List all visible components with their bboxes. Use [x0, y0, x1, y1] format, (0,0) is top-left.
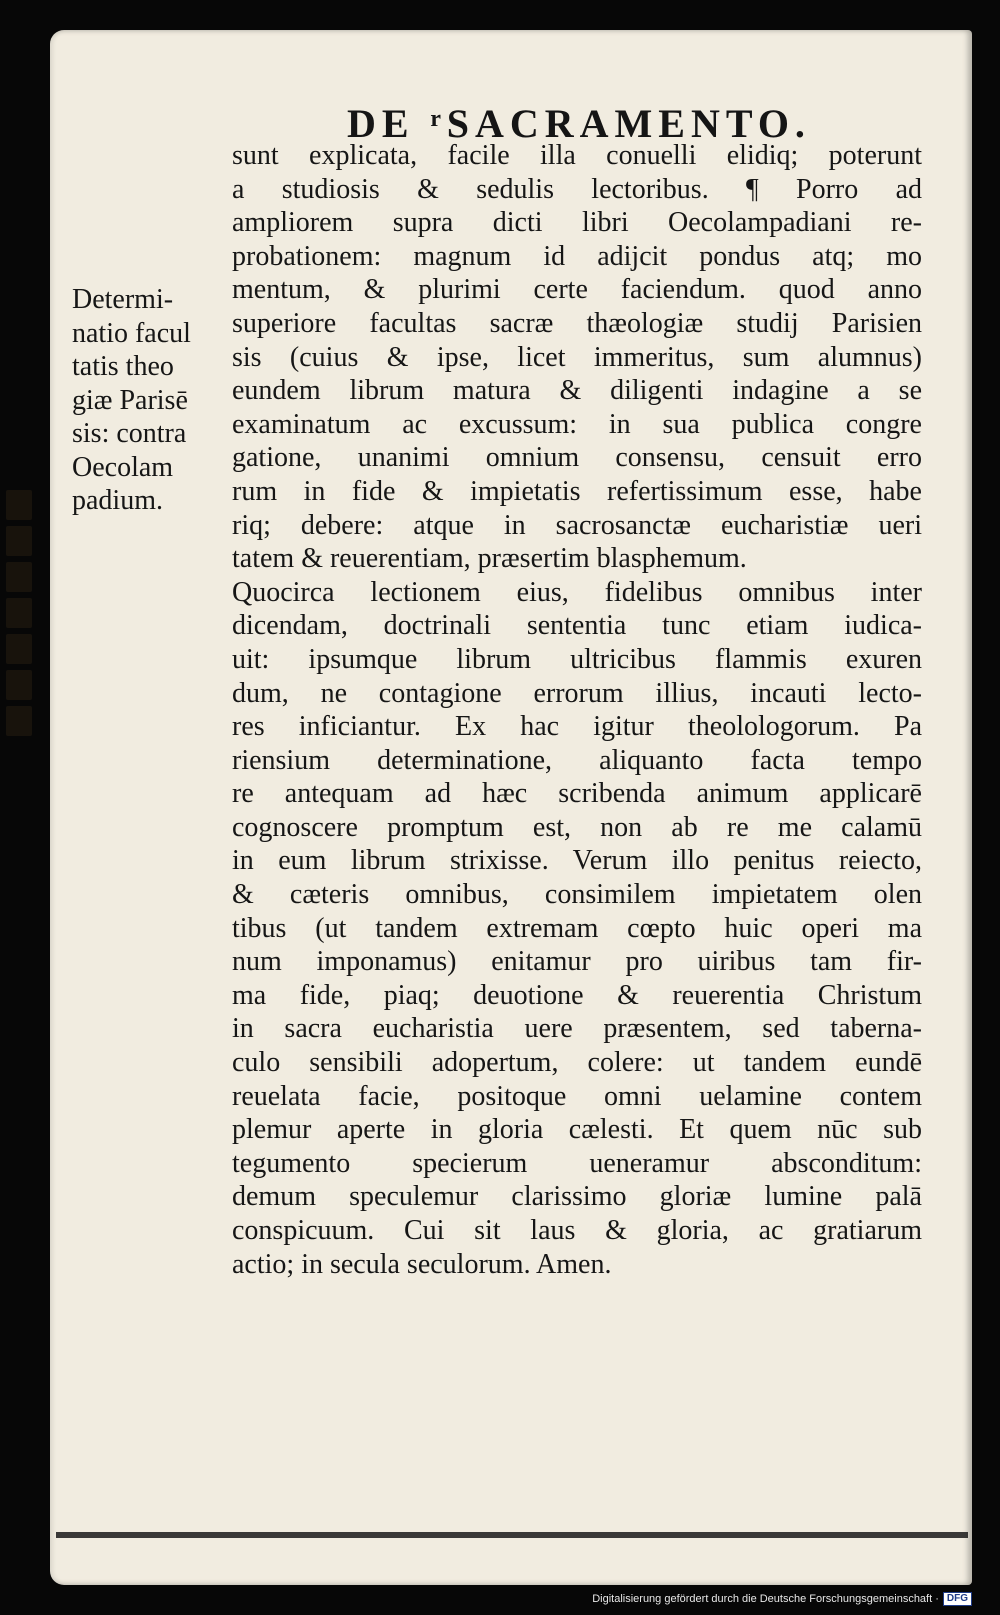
- margin-note-line: Determi-: [72, 284, 174, 315]
- bleed-through-marks: [6, 490, 42, 742]
- margin-note-line: tatis theo: [72, 351, 174, 382]
- text-line: Quocirca lectionem eius, fidelibus omnibus inter: [232, 576, 922, 608]
- text-line: tibus (ut tandem extremam cœpto huic operi ma: [232, 912, 922, 944]
- text-line: eundem librum matura & diligenti indagine a se: [232, 375, 922, 407]
- text-line: num imponamus) enitamur pro uiribus tam fir-: [232, 946, 922, 978]
- digitization-credit: [592, 1592, 972, 1606]
- margin-note-line: sis: contra: [72, 418, 187, 449]
- text-line: re antequam ad hæc scribenda animum applicarē: [232, 778, 922, 810]
- margin-note-line: giæ Parisē: [72, 384, 188, 416]
- text-line: examinatum ac excussum: in sua publica congre: [232, 408, 922, 440]
- text-line: in sacra eucharistia uere præsentem, sed taberna-: [232, 1013, 922, 1045]
- text-line: conspicuum. Cui sit laus & gloria, ac gratiarum: [232, 1215, 922, 1246]
- margin-note-line: Oecolam: [72, 451, 174, 483]
- page-bottom-shadow: [56, 1532, 968, 1538]
- text-line: culo sensibili adopertum, colere: ut tandem eundē: [232, 1047, 922, 1079]
- text-line: demum speculemur clarissimo gloriæ lumine palā: [232, 1181, 922, 1213]
- text-line: dicendam, doctrinali sententia tunc etiam iudica-: [232, 610, 922, 642]
- text-line: sunt explicata, facile illa conuelli elidiq; poterunt: [232, 140, 922, 171]
- text-line: cognoscere promptum est, non ab re me calamū: [232, 811, 922, 843]
- running-head: DE ʳSACRAMENTO.: [347, 101, 811, 146]
- text-line: uit: ipsumque librum ultricibus flammis exuren: [232, 643, 922, 675]
- text-line: riensium determinatione, aliquanto facta tempo: [232, 744, 922, 776]
- text-line: tatem & reuerentiam, præsertim blasphemum.: [232, 543, 747, 575]
- text-line: tegumento specierum ueneramur absconditum:: [232, 1147, 922, 1179]
- text-line: reuelata facie, positoque omni uelamine contem: [232, 1080, 922, 1112]
- body-text: [232, 139, 922, 1281]
- margin-note: [72, 283, 227, 518]
- text-line: plemur aperte in gloria cælesti. Et quem nūc sub: [232, 1114, 922, 1146]
- margin-note-line: natio facul: [72, 317, 191, 349]
- text-line: ma fide, piaq; deuotione & reuerentia Christum: [232, 979, 922, 1011]
- text-line: & cæteris omnibus, consimilem impietatem olen: [232, 879, 922, 911]
- text-line: sis (cuius & ipse, licet immeritus, sum alumnus): [232, 341, 922, 373]
- margin-note-line: padium.: [72, 485, 163, 516]
- dfg-logo: DFG: [943, 1592, 972, 1606]
- text-line: actio; in secula seculorum. Amen.: [232, 1248, 612, 1280]
- text-line: riq; debere: atque in sacrosanctæ eucharistiæ ueri: [232, 509, 922, 541]
- text-line: in eum librum strixisse. Verum illo penitus reiecto,: [232, 845, 922, 877]
- text-line: rum in fide & impietatis refertissimum esse, habe: [232, 475, 922, 507]
- credit-text: Digitalisierung gefördert durch die Deutsche Forschungsgemeinschaft ·: [592, 1593, 939, 1605]
- text-line: ampliorem supra dicti libri Oecolampadiani re-: [232, 207, 922, 239]
- text-line: mentum, & plurimi certe faciendum. quod anno: [232, 274, 922, 306]
- text-line: probationem: magnum id adijcit pondus atq; mo: [232, 240, 922, 272]
- text-line: dum, ne contagione errorum illius, incauti lecto-: [232, 677, 922, 709]
- text-line: res inficiantur. Ex hac igitur theolologorum. Pa: [232, 711, 922, 743]
- text-line: superiore facultas sacræ thæologiæ studij Parisien: [232, 307, 922, 339]
- text-line: gatione, unanimi omnium consensu, censuit erro: [232, 442, 922, 474]
- text-line: a studiosis & sedulis lectoribus. ¶ Porro ad: [232, 173, 922, 205]
